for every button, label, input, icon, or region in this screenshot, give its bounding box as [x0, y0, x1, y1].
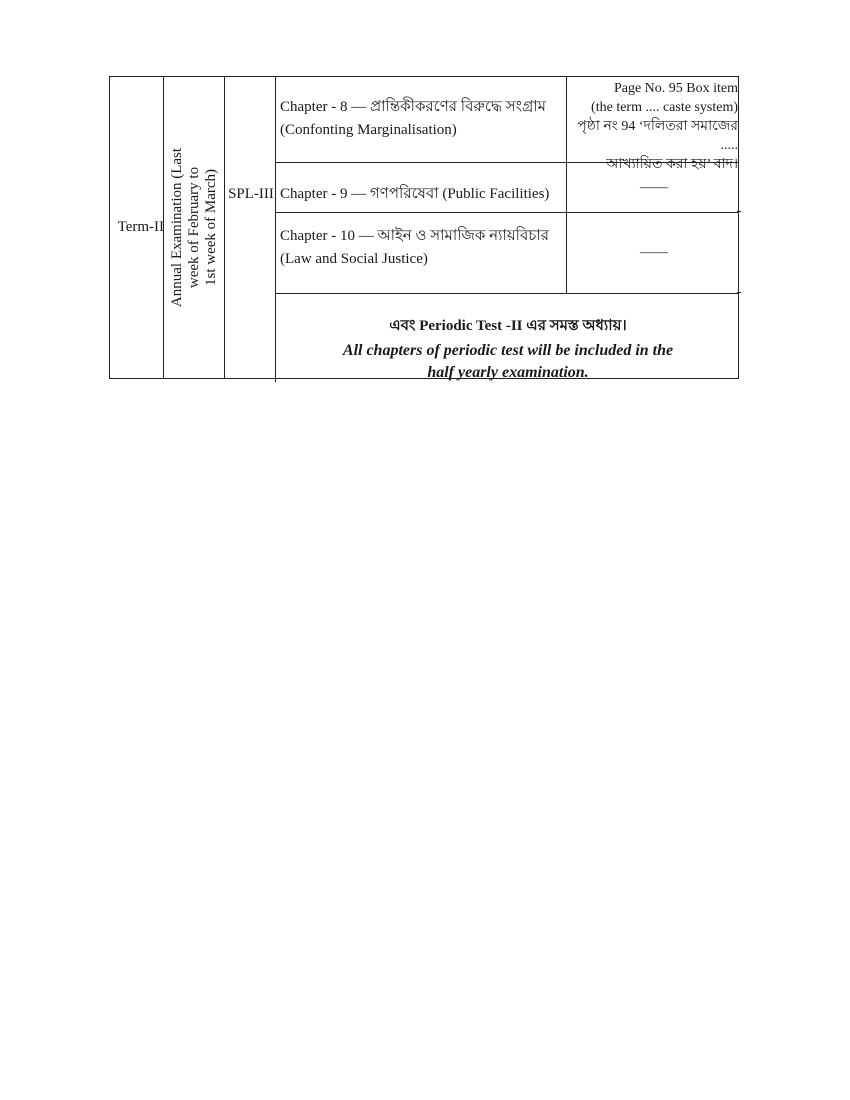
- chapter-10-cell: [280, 225, 566, 271]
- exam-period-line: Annual Examination (Last: [169, 147, 186, 308]
- chapter-subtitle: (Confonting Marginalisation): [280, 122, 457, 138]
- exam-period-line: 1st week of March): [203, 168, 220, 287]
- exam-period-cell: [165, 77, 225, 378]
- note-suffix: এর সমস্ত অধ্যায়।: [522, 318, 627, 334]
- inclusion-note-line: All chapters of periodic test will be included in the: [342, 342, 674, 359]
- periodic-test-note: [276, 314, 740, 339]
- chapter-10-note-cell: [568, 213, 740, 293]
- chapter-title: Chapter - 8 — প্রান্তিকীকরণের বিরুদ্ধে সংগ্রাম: [280, 99, 546, 115]
- note-prefix: এবং: [389, 318, 420, 334]
- inclusion-note-line: half yearly examination.: [427, 364, 589, 381]
- chapter-8-note-cell: [568, 79, 740, 174]
- syllabus-table: [109, 76, 739, 379]
- periodic-test-label: Periodic Test -II: [419, 318, 523, 334]
- chapter-title: Chapter - 9 — গণপরিষেবা (Public Facilities): [280, 186, 550, 202]
- empty-dash: ——: [640, 245, 668, 260]
- note-line: আখ্যায়িত করা হয়’ বাদ।: [606, 157, 738, 172]
- empty-dash: ——: [640, 179, 668, 195]
- footer-note-cell: [276, 294, 740, 381]
- note-line: (the term .... caste system): [591, 100, 738, 115]
- chapter-title: Chapter - 10 — আইন ও সামাজিক ন্যায়বিচার: [280, 228, 549, 244]
- note-line: পৃষ্ঠা নং 94 ‘দলিতরা সমাজের .....: [577, 119, 738, 153]
- exam-period-line: week of February to: [186, 166, 203, 289]
- chapter-9-cell: [280, 183, 566, 206]
- exam-period-text: [170, 148, 221, 307]
- term-label: Term-II: [117, 219, 164, 235]
- grid-tick: [737, 211, 741, 212]
- note-line: Page No. 95 Box item: [613, 81, 738, 96]
- chapter-subtitle: (Law and Social Justice): [280, 251, 428, 267]
- chapter-8-cell: [280, 96, 566, 142]
- spl-cell: [226, 77, 276, 378]
- grid-tick: [737, 292, 741, 293]
- chapter-9-note-cell: [568, 163, 740, 212]
- term-cell: [110, 77, 164, 378]
- grid-line: [566, 77, 567, 294]
- spl-label: SPL-III: [228, 186, 274, 202]
